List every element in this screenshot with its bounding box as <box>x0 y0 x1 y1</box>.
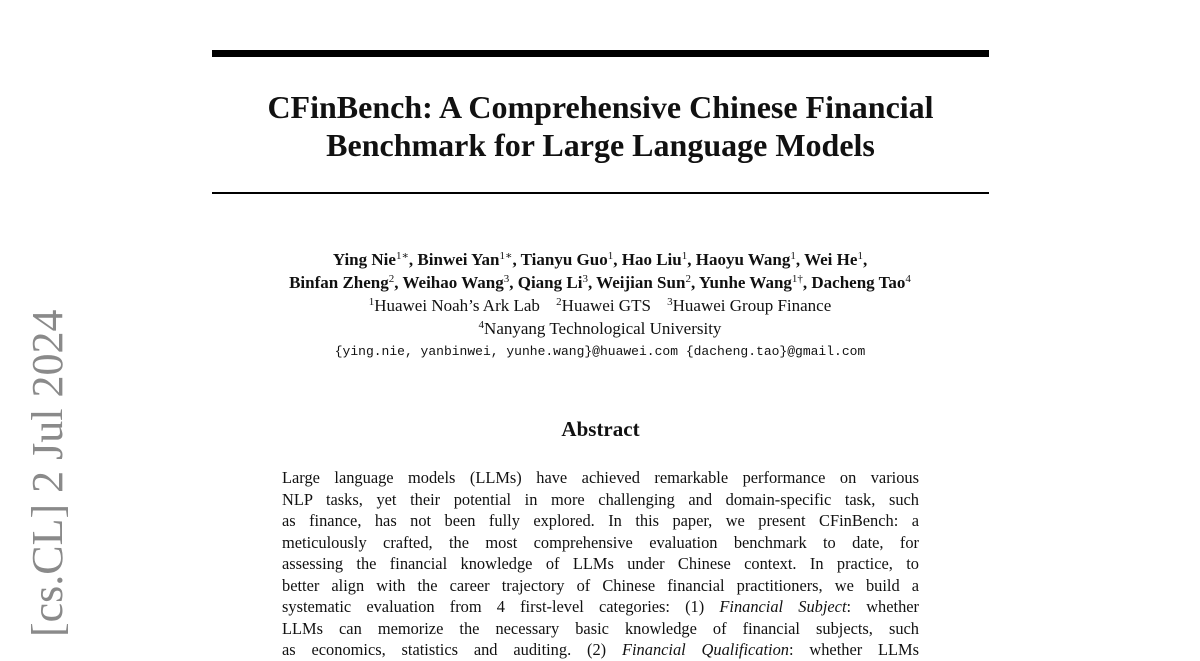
affiliation-mark: 1 <box>368 296 375 308</box>
category-name: Financial Qualification <box>621 640 789 659</box>
abstract-line: Large language models (LLMs) have achieved remarkable performance on various <box>282 468 919 487</box>
author-separator: , <box>795 250 805 269</box>
author-separator: , <box>394 273 403 292</box>
abstract-line: as finance, has not been fully explored. In this paper, we present CFinBench: a <box>282 511 919 530</box>
paper-title <box>212 88 989 164</box>
abstract-body <box>282 467 919 659</box>
author-separator: , <box>613 250 622 269</box>
author-separator: , <box>509 273 518 292</box>
author-name: Yunhe Wang <box>698 273 792 292</box>
author-separator: , <box>587 273 597 292</box>
author-separator: , <box>862 250 868 269</box>
author-affiliation-mark: 1∗ <box>395 250 409 262</box>
author-affiliation-mark: 1 <box>607 250 614 262</box>
author-affiliation-mark: 1∗ <box>499 250 513 262</box>
author-affiliation-mark: 2 <box>685 273 691 285</box>
author-separator: , <box>802 273 812 292</box>
author-separator: , <box>512 250 521 269</box>
abstract-text: as economics, statistics and auditing. (2) <box>282 640 622 659</box>
author-row-2 <box>150 271 1050 294</box>
author-name: Wei He <box>804 250 858 269</box>
abstract-line: meticulously crafted, the most comprehensive evaluation benchmark to date, for <box>282 532 919 552</box>
author-affiliation-mark: 1 <box>681 250 688 262</box>
author-separator: , <box>408 250 418 269</box>
author-name: Ying Nie <box>332 250 396 269</box>
affiliation-name: Huawei Noah’s Ark Lab <box>374 296 540 315</box>
author-name: Weijian Sun <box>596 273 686 292</box>
abstract-heading: Abstract <box>561 417 640 441</box>
category-name: Financial Subject <box>719 597 847 616</box>
author-row-1 <box>150 248 1050 271</box>
author-affiliation-mark: 4 <box>905 273 911 285</box>
author-affiliation-mark: 1† <box>791 273 803 285</box>
author-name: Weihao Wang <box>402 273 504 292</box>
affiliation-mark: 4 <box>478 319 485 331</box>
abstract-text: : whether LLMs <box>788 640 919 659</box>
author-name: Binwei Yan <box>417 250 500 269</box>
abstract-text: : whether <box>846 597 919 616</box>
affiliation-name: Huawei GTS <box>561 296 651 315</box>
affiliation-name: Nanyang Technological University <box>484 319 722 338</box>
author-name: Tianyu Guo <box>520 250 608 269</box>
affiliation-row-2 <box>479 319 722 338</box>
title-top-rule <box>212 50 989 57</box>
abstract-line: better align with the career trajectory of Chinese financial practitioners, we build a <box>282 575 919 595</box>
abstract-line <box>282 639 919 661</box>
paper-title-line-1: CFinBench: A Comprehensive Chinese Financial <box>267 89 934 125</box>
abstract-text: systematic evaluation from 4 first-level categories: (1) <box>282 597 720 616</box>
abstract-line: LLMs can memorize the necessary basic knowledge of financial subjects, such <box>282 618 919 638</box>
author-name: Dacheng Tao <box>811 273 906 292</box>
author-name: Qiang Li <box>517 273 583 292</box>
author-affiliation-mark: 1 <box>857 250 863 262</box>
author-block <box>150 248 1050 363</box>
author-affiliation-mark: 3 <box>503 273 510 285</box>
author-separator: , <box>687 250 696 269</box>
author-affiliation-mark: 2 <box>388 273 395 285</box>
author-name: Hao Liu <box>621 250 682 269</box>
affiliation-row-1 <box>369 296 832 315</box>
affiliation-name: Huawei Group Finance <box>672 296 832 315</box>
arxiv-side-stamp: [cs.CL] 2 Jul 2024 <box>23 309 72 637</box>
email-group[interactable]: {dacheng.tao}@gmail.com <box>685 344 866 359</box>
author-separator: , <box>690 273 699 292</box>
paper-title-line-2: Benchmark for Large Language Models <box>326 127 875 163</box>
email-group[interactable]: {ying.nie, yanbinwei, yunhe.wang}@huawei.com <box>334 344 678 359</box>
abstract-line: assessing the financial knowledge of LLMs under Chinese context. In practice, to <box>282 554 919 573</box>
author-emails <box>150 340 1050 363</box>
author-affiliation-mark: 1 <box>790 250 796 262</box>
author-name: Binfan Zheng <box>289 273 389 292</box>
author-name: Haoyu Wang <box>695 250 791 269</box>
abstract-line <box>282 596 919 618</box>
title-bottom-rule <box>212 192 989 194</box>
affiliation-mark: 3 <box>667 296 673 308</box>
affiliation-mark: 2 <box>556 296 562 308</box>
author-affiliation-mark: 3 <box>582 273 588 285</box>
abstract-line: NLP tasks, yet their potential in more challenging and domain-specific task, such <box>282 489 919 509</box>
